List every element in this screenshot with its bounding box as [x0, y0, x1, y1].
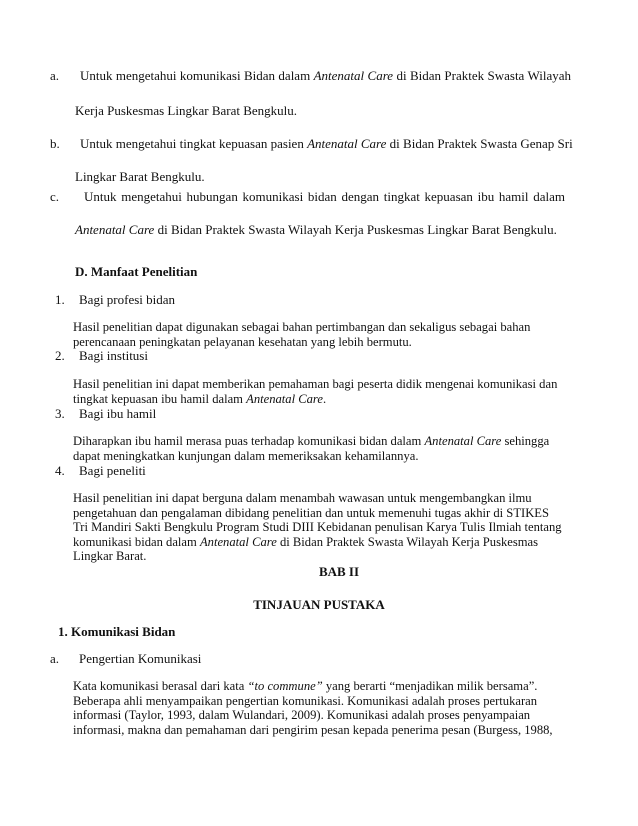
- objective-text: Untuk mengetahui tingkat kepuasan pasien Antenatal Care di Bidan Praktek Swasta Genap Sri: [80, 136, 573, 151]
- section-heading: D. Manfaat Penelitian: [75, 264, 198, 279]
- benefit-paragraph: Diharapkan ibu hamil merasa puas terhadap komunikasi bidan dalam Antenatal Care sehingga dapat meningkatkan kunjungan dalam memeriksakan kehamilannya.: [73, 434, 550, 463]
- benefit-paragraph: Hasil penelitian ini dapat memberikan pemahaman bagi peserta didik mengenai komunikasi dan tingkat kepuasan ibu hamil dalam Antenatal Care.: [73, 377, 558, 406]
- benefit-paragraph: Hasil penelitian ini dapat berguna dalam menambah wawasan untuk mengembangkan ilmu pengetahuan dan pengalaman dibidang penelitian dan untuk memenuhi tugas akhir di STIKES Tri Mandiri Sakti Bengkulu Program Studi DIII Kebidanan penulisan Karya Tulis Ilmiah tentang komunikasi bidan dalam Antenatal Care di Bidan Praktek Swasta Wilayah Kerja Puskesmas Lingkar Barat.: [73, 491, 562, 563]
- list-marker: a.: [50, 651, 60, 666]
- list-marker: b.: [50, 136, 60, 151]
- list-marker: c.: [50, 189, 60, 204]
- benefit-title: Bagi profesi bidan: [79, 292, 176, 307]
- benefit-title: Bagi institusi: [79, 348, 148, 363]
- objective-text-cont: Kerja Puskesmas Lingkar Barat Bengkulu.: [75, 103, 298, 118]
- subsection-heading: 1. Komunikasi Bidan: [58, 624, 176, 639]
- list-marker: 4.: [55, 463, 65, 478]
- list-marker: 2.: [55, 348, 65, 363]
- subsection-title: Pengertian Komunikasi: [79, 651, 202, 666]
- objective-text: Untuk mengetahui komunikasi Bidan dalam Antenatal Care di Bidan Praktek Swasta Wilayah: [80, 68, 571, 83]
- chapter-number: BAB II: [318, 564, 360, 579]
- objective-text: Untuk mengetahui hubungan komunikasi bidan dengan tingkat kepuasan ibu hamil dalam: [84, 189, 565, 204]
- objective-text-cont: Lingkar Barat Bengkulu.: [75, 169, 205, 184]
- benefit-title: Bagi ibu hamil: [79, 406, 157, 421]
- list-marker: 1.: [55, 292, 65, 307]
- list-marker: a.: [50, 68, 60, 83]
- definition-paragraph: Kata komunikasi berasal dari kata “to commune” yang berarti “menjadikan milik bersama”. Beberapa ahli menyampaikan pengertian komunikasi. Komunikasi adalah proses pertukaran informasi (Taylor, 1993, dalam Wulandari, 2009). Komunikasi adalah proses penyampaian informasi, makna dan pemahaman dari pengirim pesan kepada penerima pesan (Burgess, 1988,: [73, 679, 553, 737]
- objective-text-cont: Antenatal Care di Bidan Praktek Swasta Wilayah Kerja Puskesmas Lingkar Barat Bengkulu.: [75, 222, 557, 237]
- list-marker: 3.: [55, 406, 65, 421]
- benefit-paragraph: Hasil penelitian dapat digunakan sebagai bahan pertimbangan dan sekaligus sebagai bahan perencanaan peningkatan pelayanan kesehatan yang lebih bermutu.: [73, 320, 531, 349]
- chapter-title: TINJAUAN PUSTAKA: [253, 597, 385, 612]
- benefit-title: Bagi peneliti: [79, 463, 146, 478]
